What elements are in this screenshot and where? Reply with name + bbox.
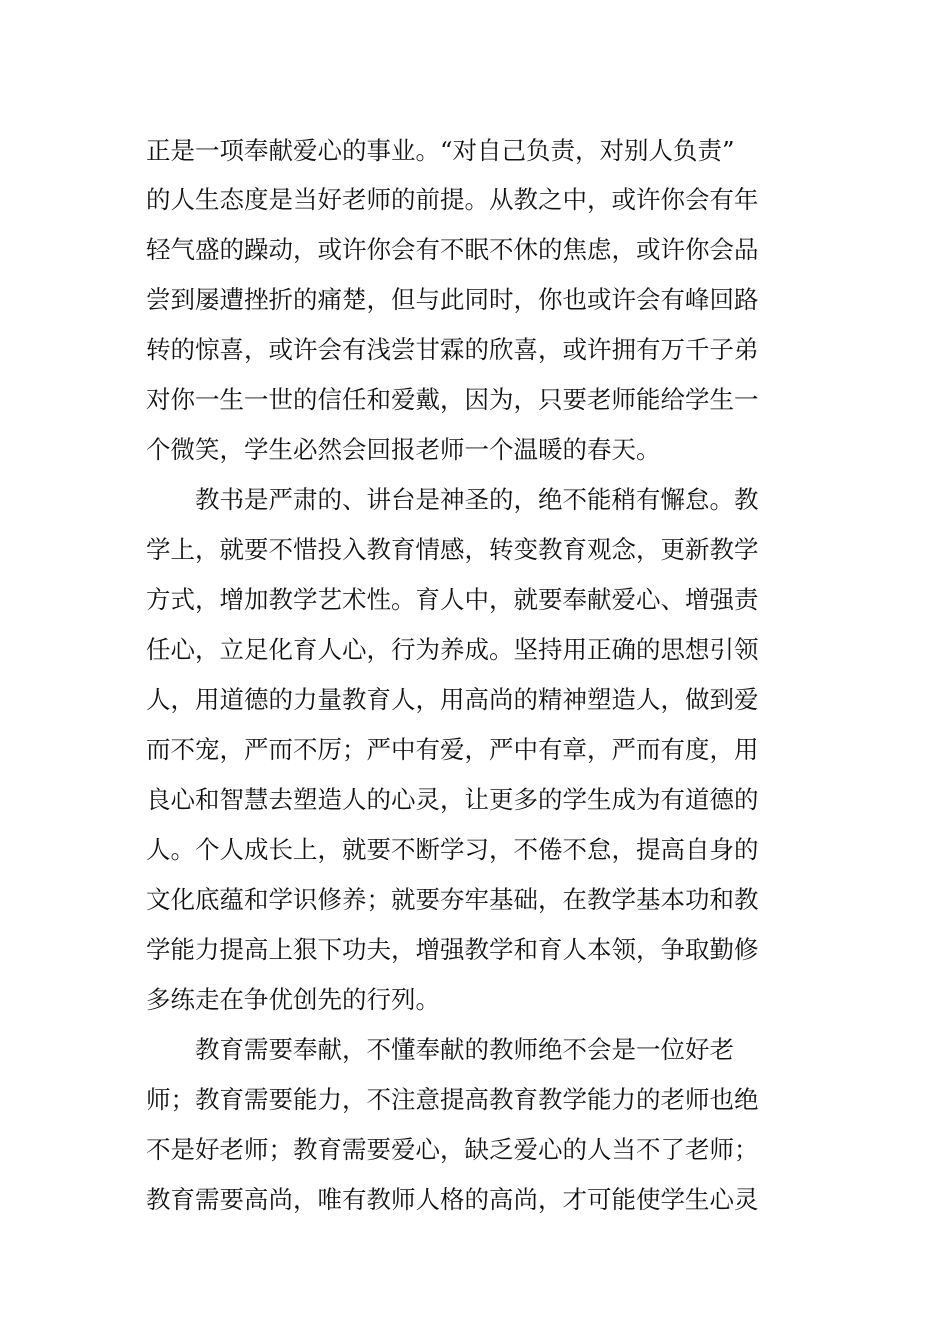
text-line: 不是好老师；教育需要爱心，缺乏爱心的人当不了老师； — [146, 1135, 759, 1164]
text-line: 文化底蕴和学识修养；就要夯牢基础，在教学基本功和教 — [146, 885, 759, 914]
paragraph-first-line: 教育需要奉献，不懂奉献的教师绝不会是一位好老 — [195, 1035, 734, 1064]
text-line: 个微笑，学生必然会回报老师一个温暖的春天。 — [146, 435, 661, 464]
text-line: 教育需要高尚，唯有教师人格的高尚，才可能使学生心灵 — [146, 1185, 759, 1214]
paragraph-first-line: 教书是严肃的、讲台是神圣的，绝不能稍有懈怠。教 — [195, 485, 759, 514]
text-line: 而不宠，严而不厉；严中有爱，严中有章，严而有度，用 — [146, 735, 759, 764]
text-line: 多练走在争优创先的行列。 — [146, 985, 440, 1014]
text-line: 学能力提高上狠下功夫，增强教学和育人本领，争取勤修 — [146, 935, 759, 964]
text-line: 轻气盛的躁动，或许你会有不眠不休的焦虑，或许你会品 — [146, 235, 759, 264]
text-line: 尝到屡遭挫折的痛楚，但与此同时，你也或许会有峰回路 — [146, 285, 759, 314]
text-line: 师；教育需要能力，不注意提高教育教学能力的老师也绝 — [146, 1085, 759, 1114]
text-line: 人，用道德的力量教育人，用高尚的精神塑造人，做到爱 — [146, 685, 759, 714]
text-line: 任心，立足化育人心，行为养成。坚持用正确的思想引领 — [146, 635, 759, 664]
text-line: 的人生态度是当好老师的前提。从教之中，或许你会有年 — [146, 185, 759, 214]
text-line: 人。个人成长上，就要不断学习，不倦不怠，提高自身的 — [146, 835, 759, 864]
text-line: 良心和智慧去塑造人的心灵，让更多的学生成为有道德的 — [146, 785, 759, 814]
text-line: 方式，增加教学艺术性。育人中，就要奉献爱心、增强责 — [146, 585, 759, 614]
text-line: 对你一生一世的信任和爱戴，因为，只要老师能给学生一 — [146, 385, 759, 414]
text-line: 转的惊喜，或许会有浅尝甘霖的欣喜，或许拥有万千子弟 — [146, 335, 759, 364]
text-line: 正是一项奉献爱心的事业。“对自己负责，对别人负责” — [146, 136, 735, 165]
text-line: 学上，就要不惜投入教育情感，转变教育观念，更新教学 — [146, 535, 759, 564]
